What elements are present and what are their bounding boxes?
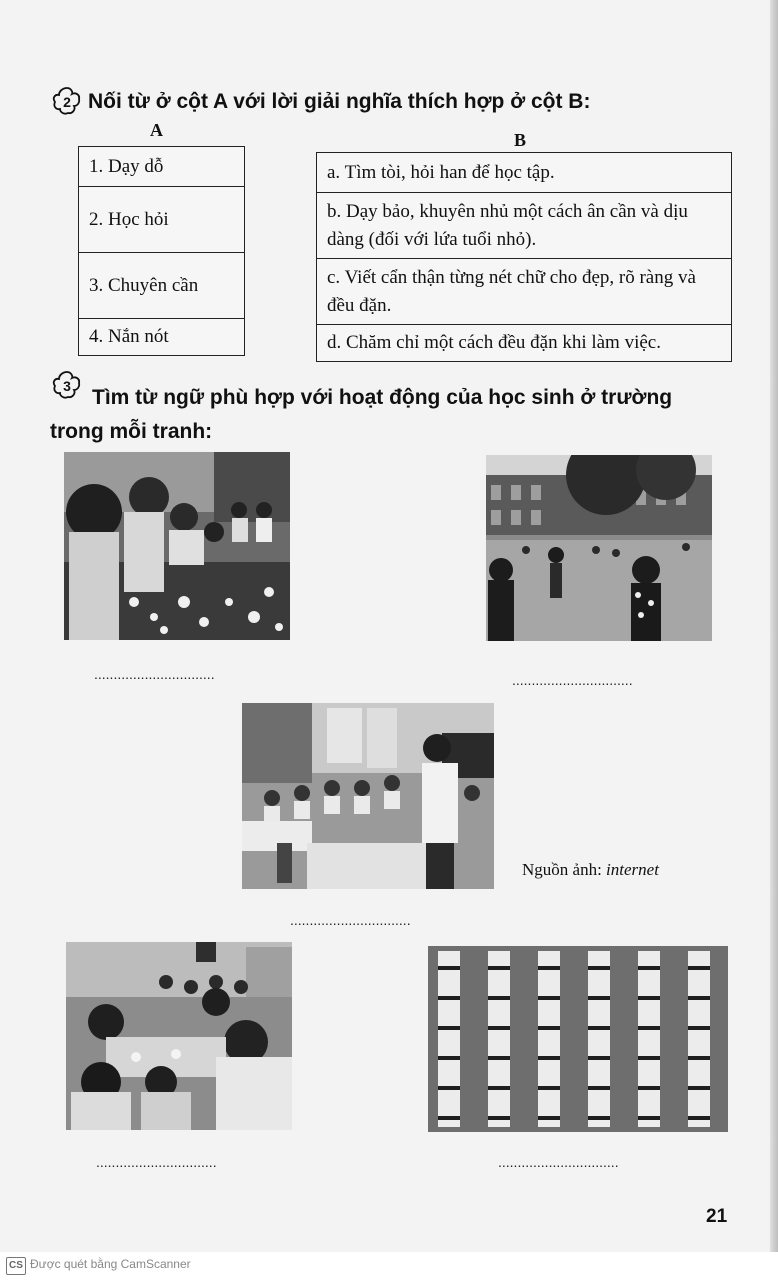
answer-blank[interactable]: ............................... [94, 666, 215, 682]
exercise-3-instruction-cont: trong mỗi tranh: [50, 420, 213, 443]
column-a-label: A [150, 120, 163, 140]
answer-blank[interactable]: ............................... [290, 912, 411, 928]
answer-blank[interactable]: ............................... [96, 1154, 217, 1170]
answer-blank[interactable]: ............................... [512, 672, 633, 688]
page-edge-shadow [770, 0, 778, 1252]
answer-blank[interactable]: ............................... [498, 1154, 619, 1170]
exercise-number-badge [52, 86, 82, 116]
column-a-item: 3. Chuyên cần [79, 253, 244, 319]
column-b-item: a. Tìm tòi, hỏi han để học tập. [317, 153, 731, 193]
column-b-item: d. Chăm chỉ một cách đều đặn khi làm việc. [327, 332, 661, 353]
camscanner-logo: CS [6, 1257, 26, 1275]
column-a-item: 2. Học hỏi [79, 187, 244, 253]
column-b-table [316, 152, 732, 362]
column-a-item: 1. Dạy dỗ [79, 147, 244, 187]
exercise-number-badge [52, 370, 82, 400]
column-a-item: 4. Nắn nót [89, 326, 169, 347]
column-b-item: c. Viết cẩn thận từng nét chữ cho đẹp, rõ ràng và đều đặn. [317, 259, 731, 325]
exercise-3-instruction: Tìm từ ngữ phù hợp với hoạt động của học sinh ở trường [92, 386, 673, 409]
column-b-label: B [514, 130, 527, 150]
page-number: 21 [706, 1206, 728, 1227]
exercise-2-instruction: Nối từ ở cột A với lời giải nghĩa thích hợp ở cột B: [88, 90, 591, 113]
column-b-item: b. Dạy bảo, khuyên nhủ một cách ân cần và dịu dàng (đối với lứa tuổi nhỏ). [317, 193, 731, 259]
column-a-table [78, 146, 245, 356]
assembly-photo [428, 946, 728, 1132]
camscanner-watermark-text: Được quét bằng CamScanner [30, 1257, 191, 1271]
group-work-photo [66, 942, 292, 1130]
schoolyard-photo [486, 455, 712, 641]
gardening-photo [64, 452, 290, 640]
svg-text:2: 2 [63, 94, 71, 110]
svg-text:3: 3 [63, 378, 71, 394]
classroom-photo [242, 703, 494, 889]
image-source-note: Nguồn ảnh: internet [522, 860, 659, 879]
